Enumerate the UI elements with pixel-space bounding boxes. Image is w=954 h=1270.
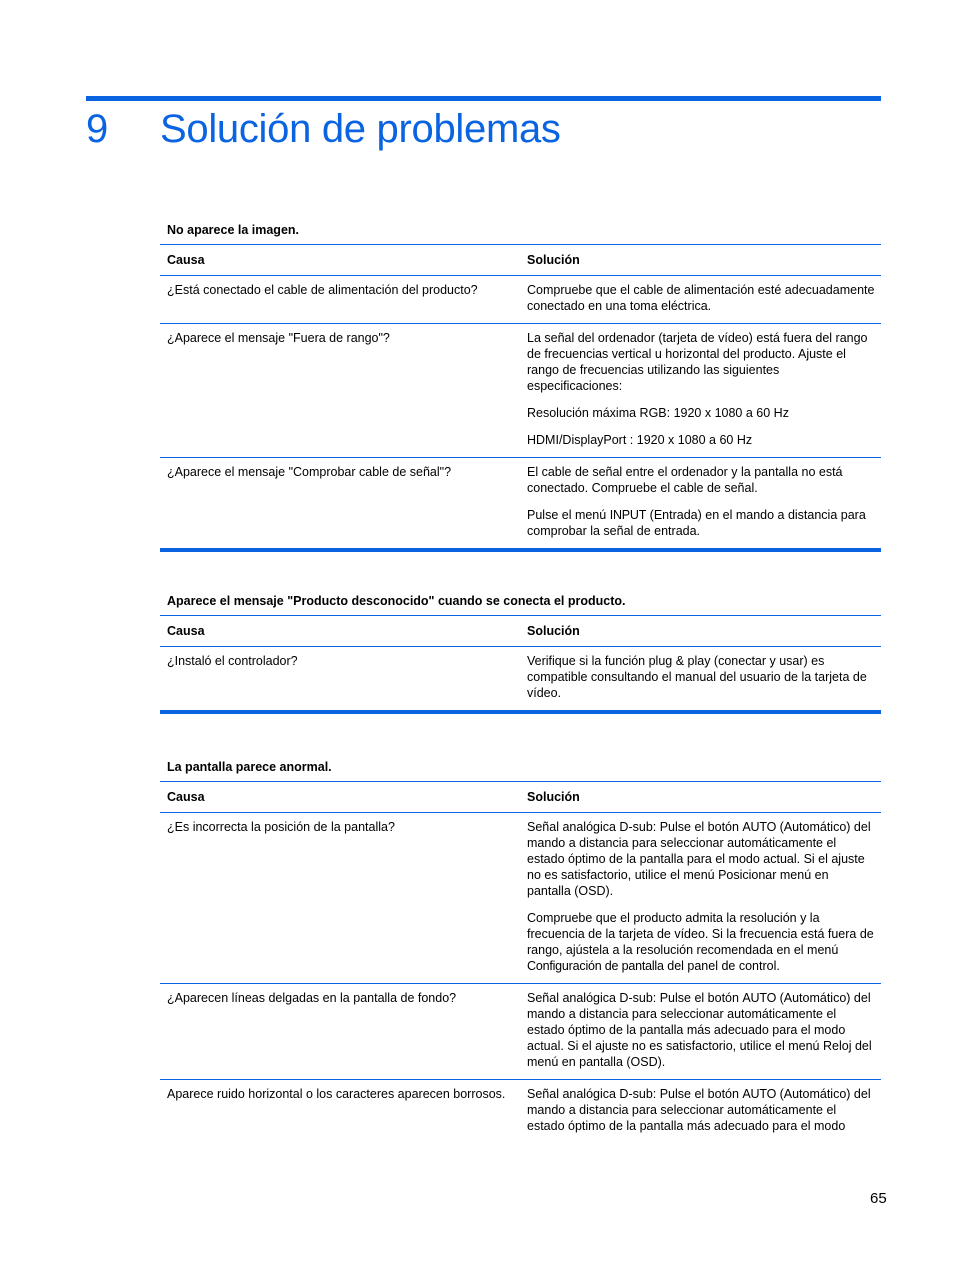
chapter-number: 9	[86, 107, 109, 151]
text-segment: Señal analógica D-sub: Pulse el botón	[527, 820, 743, 834]
chapter-rule	[86, 96, 881, 101]
solution-paragraph: Verifique si la función plug & play (conectar y usar) es compatible consultando el manual del usuario de la tarjeta de vídeo.	[527, 654, 867, 700]
solution-paragraph	[527, 507, 875, 539]
table-row	[160, 813, 881, 984]
troubleshooting-table	[160, 615, 881, 714]
solution-cell	[520, 1080, 881, 1144]
solution-cell	[520, 324, 881, 458]
page-number: 65	[870, 1190, 887, 1207]
solution-paragraph: Resolución máxima RGB: 1920 x 1080 a 60 Hz	[527, 406, 789, 420]
cause-cell: ¿Está conectado el cable de alimentación del producto?	[160, 276, 520, 324]
ui-term: AUTO	[742, 820, 777, 834]
solution-cell	[520, 647, 881, 713]
text-segment: Señal analógica D-sub: Pulse el botón	[527, 1087, 743, 1101]
section-unknown-product	[160, 591, 881, 714]
solution-paragraph: La señal del ordenador (tarjeta de vídeo) está fuera del rango de frecuencias vertical u horizontal del producto. Ajuste el rango de frecuencias utilizando las siguientes especificaciones:	[527, 331, 868, 393]
section-title: La pantalla parece anormal.	[167, 760, 332, 774]
solution-paragraph: Compruebe que el cable de alimentación esté adecuadamente conectado en una toma eléctrica.	[527, 283, 875, 313]
text-segment: (Automático) del mando a distancia para seleccionar automáticamente el estado óptimo de la pantalla más adecuado para el modo	[527, 1087, 871, 1133]
chapter-title: Solución de problemas	[160, 107, 561, 151]
text-segment: (Automático) del mando a distancia para seleccionar automáticamente el estado óptimo de la pantalla más adecuado para el modo actual. Si el ajuste no es satisfactorio, utilice el menú Reloj del menú en pantalla (OSD).	[527, 991, 872, 1069]
solution-cell	[520, 984, 881, 1080]
cause-cell: ¿Instaló el controlador?	[160, 647, 520, 713]
table-row	[160, 458, 881, 551]
table-row	[160, 324, 881, 458]
solution-paragraph: HDMI/DisplayPort : 1920 x 1080 a 60 Hz	[527, 433, 753, 447]
table-row	[160, 984, 881, 1080]
table-row	[160, 647, 881, 713]
troubleshooting-table	[160, 244, 881, 552]
section-title: Aparece el mensaje "Producto desconocido" cuando se conecta el producto.	[167, 594, 626, 608]
solution-cell	[520, 813, 881, 984]
column-header-solution: Solución	[520, 616, 881, 647]
column-header-cause: Causa	[160, 782, 520, 813]
table-header-row	[160, 245, 881, 276]
text-segment: (Entrada) en el mando a distancia para comprobar la señal de entrada.	[527, 508, 866, 538]
section-abnormal-display	[160, 757, 881, 1143]
section-no-image	[160, 220, 881, 552]
solution-paragraph	[527, 990, 875, 1070]
ui-term: Configuración de pantalla	[527, 959, 664, 973]
ui-term: AUTO	[742, 991, 777, 1005]
column-header-cause: Causa	[160, 245, 520, 276]
cause-cell: Aparece ruido horizontal o los caracteres aparecen borrosos.	[167, 1087, 506, 1101]
solution-cell	[520, 276, 881, 324]
text-segment: del panel de control.	[663, 959, 780, 973]
cause-cell: ¿Aparecen líneas delgadas en la pantalla de fondo?	[160, 984, 520, 1080]
table-row	[160, 1080, 881, 1144]
solution-paragraph	[527, 1086, 875, 1134]
section-title: No aparece la imagen.	[167, 223, 300, 237]
cause-cell: ¿Aparece el mensaje "Comprobar cable de señal"?	[160, 458, 520, 551]
text-segment: Compruebe que el producto admita la resolución y la frecuencia de la tarjeta de vídeo. Si la frecuencia está fuera de rango, ajústela a la resolución recomendada en el menú	[527, 911, 874, 957]
table-header-row	[160, 782, 881, 813]
ui-term: AUTO	[742, 1087, 777, 1101]
solution-cell	[520, 458, 881, 551]
table-header-row	[160, 616, 881, 647]
column-header-solution: Solución	[520, 782, 881, 813]
column-header-cause: Causa	[160, 616, 520, 647]
text-segment: Pulse el menú	[527, 508, 610, 522]
solution-paragraph	[527, 910, 875, 974]
text-segment: Señal analógica D-sub: Pulse el botón	[527, 991, 743, 1005]
table-row	[160, 276, 881, 324]
column-header-solution: Solución	[520, 245, 881, 276]
cause-cell: ¿Aparece el mensaje "Fuera de rango"?	[160, 324, 520, 458]
text-segment: (Automático) del mando a distancia para seleccionar automáticamente el estado óptimo de la pantalla para el modo actual. Si el ajuste no es satisfactorio, utilice el menú Posicionar menú en pantalla (OSD).	[527, 820, 871, 898]
ui-term: INPUT	[609, 508, 647, 522]
troubleshooting-table	[160, 781, 881, 1143]
solution-paragraph: El cable de señal entre el ordenador y la pantalla no está conectado. Compruebe el cable de señal.	[527, 465, 843, 495]
solution-paragraph	[527, 819, 875, 899]
cause-cell: ¿Es incorrecta la posición de la pantalla?	[160, 813, 520, 984]
